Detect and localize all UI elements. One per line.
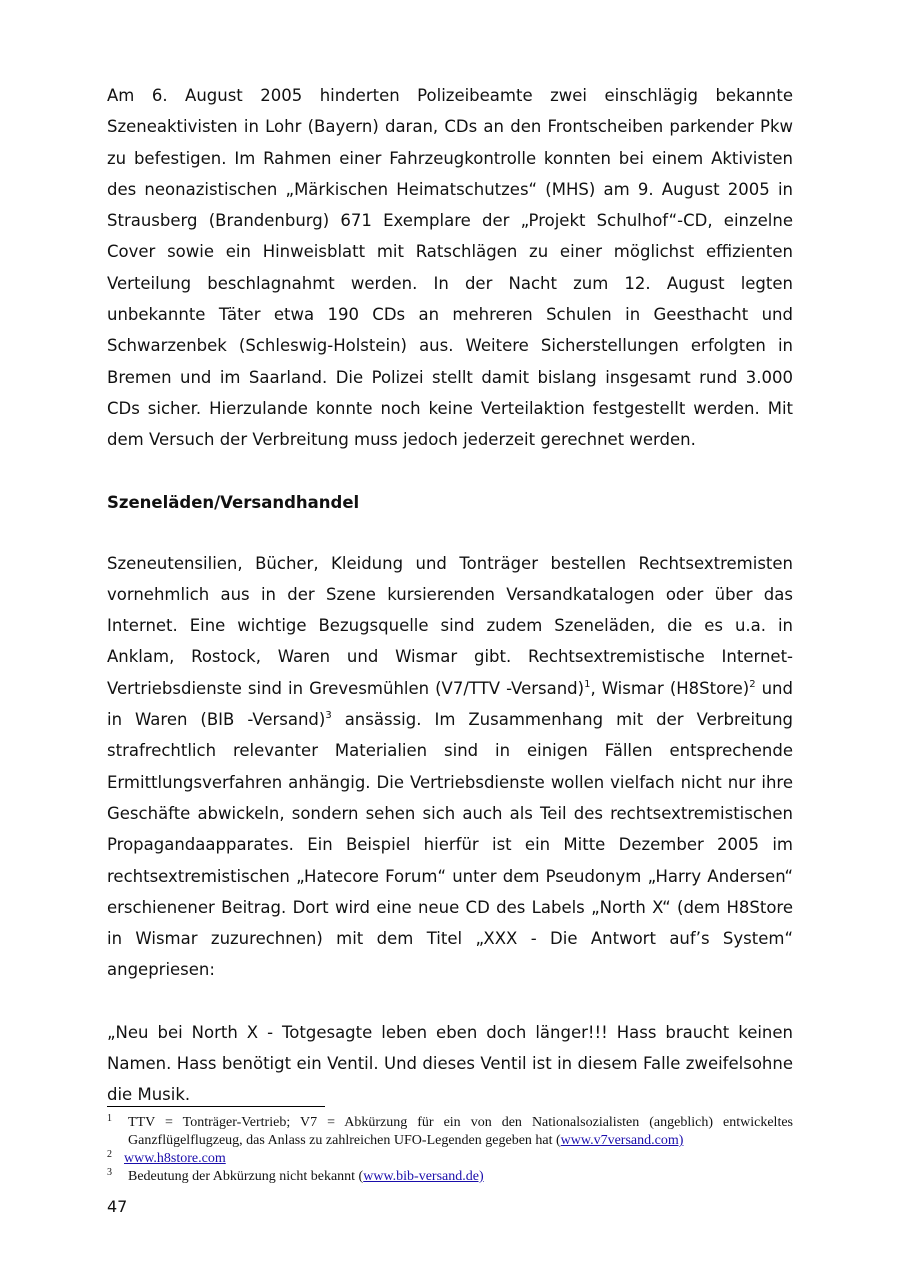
paragraph-text: ansässig. Im Zusammenhang mit der Verbreitung strafrechtlich relevanter Materialien sind in einigen Fällen entsprechende Ermittlungsverfahren anhängig. Die Vertriebsdienste wollen vielfach nicht nur ihre Geschäfte abwickeln, sondern sehen sich auch als Teil des rechtsextremistischen Propagandaapparates. Ein Beispiel hierfür ist ein Mitte Dezember 2005 im rechtsextremistischen „Hatecore Forum“ unter dem Pseudonym „Harry Andersen“ erschienener Beitrag. Dort wird eine neue CD des Labels „North X“ (dem H8Store in Wismar zuzurechnen) mit dem Titel „XXX - Die Antwort auf’s System“ angepriesen: (107, 710, 794, 980)
paragraph-text: Szeneutensilien, Bücher, Kleidung und Tonträger bestellen Rechtsextremisten vornehmlich aus in der Szene kursierenden Versandkatalogen oder über das Internet. Eine wichtige Bezugsquelle sind zudem Szeneläden, die es u.a. in Anklam, Rostock, Waren und Wismar gibt. Rechtsextremistische Internet-Vertriebsdienste sind in Grevesmühlen (V7/TTV -Versand) (107, 553, 793, 698)
footnote-ref-2[interactable]: 2 (749, 678, 756, 690)
paragraph-cd-distribution: Am 6. August 2005 hinderten Polizeibeamte zwei einschlägig bekannte Szeneaktivisten in Lohr (Bayern) daran, CDs an den Frontscheiben parkender Pkw zu befestigen. Im Rahmen einer Fahrzeugkontrolle konnten bei einem Aktivisten des neonazistischen „Märkischen Heimatschutzes“ (MHS) am 9. August 2005 in Strausberg (Brandenburg) 671 Exemplare der „Projekt Schulhof“-CD, einzelne Cover sowie ein Hinweisblatt mit Ratschlägen zu einer möglichst effizienten Verteilung beschlagnahmt werden. In der Nacht zum 12. August legten unbekannte Täter etwa 190 CDs an mehreren Schulen in Geesthacht und Schwarzenbek (Schleswig-Holstein) aus. Weitere Sicherstellungen erfolgten in Bremen und im Saarland. Die Polizei stellt damit bislang insgesamt rund 3.000 CDs sicher. Hierzulande konnte noch keine Verteilaktion festgestellt werden. Mit dem Versuch der Verbreitung muss jedoch jederzeit gerechnet werden. (107, 86, 793, 450)
footnote-3 (107, 1168, 793, 1186)
footnotes (107, 1106, 793, 1186)
footnote-number: 1 (107, 1113, 112, 1124)
footnote-link-h8store[interactable]: www.h8store.com (124, 1151, 226, 1166)
footnote-link-bib-versand[interactable]: www.bib-versand.de) (363, 1169, 484, 1184)
footnote-number: 2 (107, 1149, 112, 1160)
footnote-ref-1[interactable]: 1 (584, 678, 591, 690)
page-number: 47 (107, 1197, 128, 1216)
footnote-ref-3[interactable]: 3 (325, 710, 332, 722)
paragraph-mail-order (107, 548, 793, 986)
footnote-2 (107, 1150, 793, 1168)
section-heading: Szeneläden/Versandhandel (107, 492, 360, 512)
footnote-link-v7versand[interactable]: www.v7versand.com) (560, 1133, 684, 1148)
footnote-divider (107, 1106, 325, 1107)
footnote-number: 3 (107, 1167, 112, 1178)
footnote-text: Bedeutung der Abkürzung nicht bekannt ( (128, 1169, 364, 1184)
paragraph-text: und in Waren (BIB -Versand) (107, 678, 793, 730)
footnote-1 (107, 1114, 793, 1150)
paragraph-text: , Wismar (H8Store) (590, 678, 750, 698)
footnote-text: TTV = Tonträger-Vertrieb; V7 = Abkürzung für ein von den Nationalsozialisten (angeblich) entwickeltes Ganzflügelflugzeug, das Anlass zu zahlreichen UFO-Legenden gegeben hat ( (128, 1115, 793, 1148)
quote-paragraph: „Neu bei North X - Totgesagte leben eben doch länger!!! Hass braucht keinen Namen. Hass benötigt ein Ventil. Und dieses Ventil ist in diesem Falle zweifelsohne die Musik. (107, 1022, 793, 1105)
document-body (107, 80, 793, 1111)
